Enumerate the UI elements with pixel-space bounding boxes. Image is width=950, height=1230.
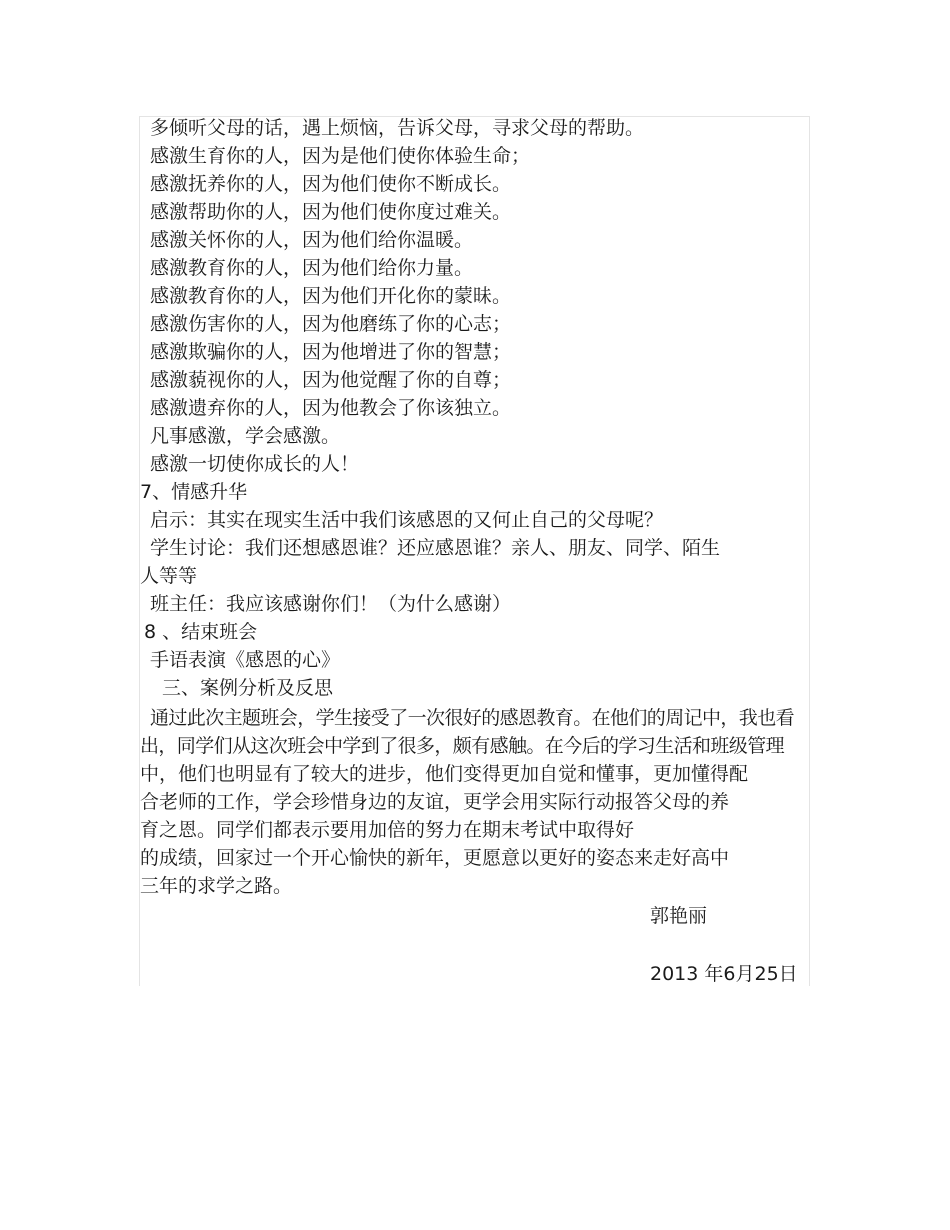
text-line: 感激遗弃你的人，因为他教会了你该独立。: [150, 397, 512, 419]
text-line: 凡事感激，学会感激。: [150, 425, 341, 447]
text-line: 感激一切使你成长的人！: [150, 453, 360, 475]
text-line: 感激藐视你的人，因为他觉醒了你的自尊；: [150, 369, 512, 391]
text-line: 感激帮助你的人，因为他们使你度过难关。: [150, 201, 512, 223]
text-line: 中，他们也明显有了较大的进步，他们变得更加自觉和懂事，更加懂得配: [140, 763, 749, 785]
text-line: 合老师的工作，学会珍惜身边的友谊，更学会用实际行动报答父母的养: [140, 791, 730, 813]
text-line: 多倾听父母的话，遇上烦恼，告诉父母，寻求父母的帮助。: [150, 117, 645, 139]
text-line: 班主任：我应该感谢你们！（为什么感谢）: [150, 593, 512, 615]
text-line: 感激生育你的人，因为是他们使你体验生命；: [150, 145, 531, 167]
text-line: 手语表演《感恩的心》: [150, 649, 341, 671]
text-line: 通过此次主题班会，学生接受了一次很好的感恩教育。在他们的周记中，我也看: [150, 707, 795, 729]
text-line: 学生讨论：我们还想感恩谁？还应感恩谁？亲人、朋友、同学、陌生: [150, 537, 721, 559]
section-heading: 三、案例分析及反思: [162, 677, 334, 699]
text-line: 人等等: [140, 565, 198, 587]
text-line: 感激欺骗你的人，因为他增进了你的智慧；: [150, 341, 512, 363]
text-line: 启示：其实在现实生活中我们该感恩的又何止自己的父母呢？: [150, 509, 664, 531]
text-line: 感激伤害你的人，因为他磨练了你的心志；: [150, 313, 512, 335]
text-line: 的成绩，回家过一个开心愉快的新年，更愿意以更好的姿态来走好高中: [140, 847, 730, 869]
section-heading: 7、情感升华: [140, 481, 248, 503]
text-line: 感激关怀你的人，因为他们给你温暖。: [150, 229, 474, 251]
text-line: 感激教育你的人，因为他们给你力量。: [150, 257, 474, 279]
text-line: 出，同学们从这次班会中学到了很多，颇有感触。在今后的学习生活和班级管理: [140, 735, 785, 757]
text-line: 感激抚养你的人，因为他们使你不断成长。: [150, 173, 512, 195]
section-heading: 8 、结束班会: [144, 621, 258, 643]
date: 2013 年6月25日: [650, 963, 798, 985]
text-line: 三年的求学之路。: [140, 875, 293, 897]
text-line: 感激教育你的人，因为他们开化你的蒙昧。: [150, 285, 512, 307]
text-line: 育之恩。同学们都表示要用加倍的努力在期末考试中取得好: [140, 819, 635, 841]
author-name: 郭艳丽: [650, 905, 708, 927]
